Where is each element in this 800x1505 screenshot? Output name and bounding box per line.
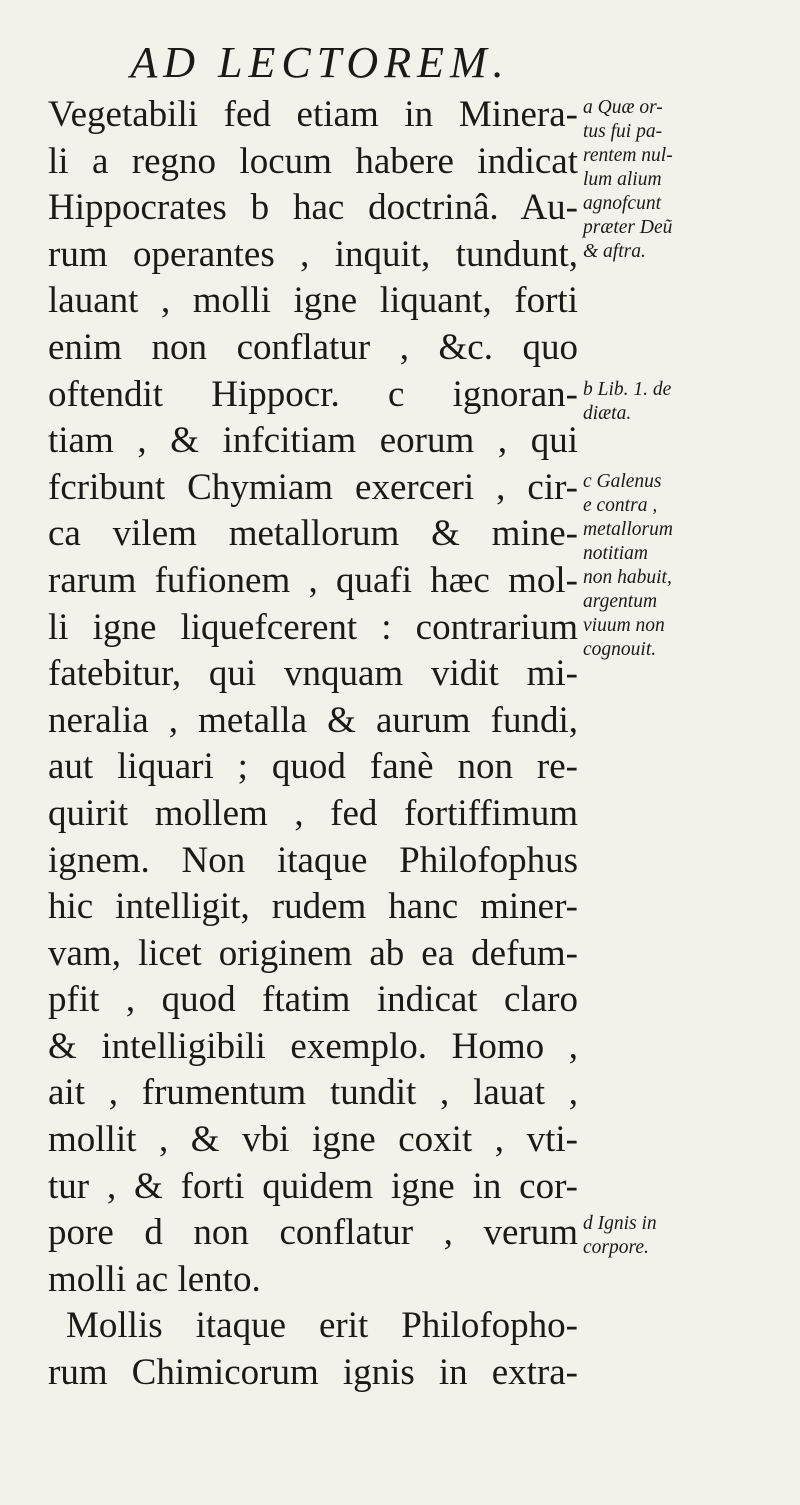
text-line: tiam , & infcitiam eorum , qui xyxy=(48,420,578,462)
margin-line: diæta. xyxy=(583,403,632,424)
text-line: oftendit Hippocr. c ignoran- xyxy=(48,373,578,415)
text-line: ignem. Non itaque Philofophus xyxy=(48,839,578,881)
text-line: molli ac lento. xyxy=(48,1258,261,1300)
main-text-column xyxy=(48,92,578,1397)
text-line: Mollis itaque erit Philofopho- xyxy=(66,1305,578,1347)
text-line: tur , & forti quidem igne in cor- xyxy=(48,1165,578,1207)
margin-line: agnofcunt xyxy=(583,193,661,214)
text-line: fcribunt Chymiam exerceri , cir- xyxy=(48,466,578,508)
margin-line: non habuit, xyxy=(583,567,672,588)
margin-line: viuum non xyxy=(583,615,665,636)
text-line: vam, licet originem ab ea defum- xyxy=(48,932,578,974)
margin-line: argentum xyxy=(583,591,658,612)
margin-line: d Ignis in xyxy=(583,1213,657,1234)
margin-line: e contra , xyxy=(583,495,658,516)
text-line: li a regno locum habere indicat xyxy=(48,140,578,182)
running-header: AD LECTOREM. xyxy=(130,38,510,87)
text-line: rum Chimicorum ignis in extra- xyxy=(48,1352,578,1394)
text-line: enim non conflatur , &c. quo xyxy=(48,326,578,368)
margin-line: lum alium xyxy=(583,169,662,190)
text-line: hic intelligit, rudem hanc miner- xyxy=(48,886,578,928)
text-line: lauant , molli igne liquant, forti xyxy=(48,280,578,322)
text-line: pfit , quod ftatim indicat claro xyxy=(48,979,578,1021)
margin-line: & aftra. xyxy=(583,241,646,262)
marginal-note-a xyxy=(583,96,795,264)
margin-line: notitiam xyxy=(583,543,649,564)
text-line: ca vilem metallorum & mine- xyxy=(48,513,578,555)
text-line: Hippocrates b hac doctrinâ. Au- xyxy=(48,187,578,229)
text-line: Vegetabili fed etiam in Minera- xyxy=(48,94,578,135)
text-line: rum operantes , inquit, tundunt, xyxy=(48,233,578,275)
marginal-note-b xyxy=(583,378,795,426)
text-line: li igne liquefcerent : contrarium xyxy=(48,606,578,648)
text-line: mollit , & vbi igne coxit , vti- xyxy=(48,1119,578,1161)
text-line: aut liquari ; quod fanè non re- xyxy=(48,746,578,788)
margin-line: præter Deũ xyxy=(583,217,673,238)
text-line: neralia , metalla & aurum fundi, xyxy=(48,699,578,741)
text-line: pore d non conflatur , verum xyxy=(48,1212,578,1254)
text-line: ait , frumentum tundit , lauat , xyxy=(48,1072,578,1114)
margin-line: a Quæ or- xyxy=(583,97,663,118)
text-line: & intelligibili exemplo. Homo , xyxy=(48,1025,578,1067)
marginal-note-d xyxy=(583,1212,795,1260)
margin-line: metallorum xyxy=(583,519,673,540)
margin-line: b Lib. 1. de xyxy=(583,379,672,400)
text-line: rarum fufionem , quafi hæc mol- xyxy=(48,559,578,601)
margin-line: corpore. xyxy=(583,1237,649,1258)
margin-line: c Galenus xyxy=(583,471,662,492)
text-line: fatebitur, qui vnquam vidit mi- xyxy=(48,653,578,695)
margin-line: rentem nul- xyxy=(583,145,673,166)
text-line: quirit mollem , fed fortiffimum xyxy=(48,792,578,834)
margin-line: tus fui pa- xyxy=(583,121,663,142)
margin-line: cognouit. xyxy=(583,639,657,660)
marginal-note-c xyxy=(583,470,795,662)
